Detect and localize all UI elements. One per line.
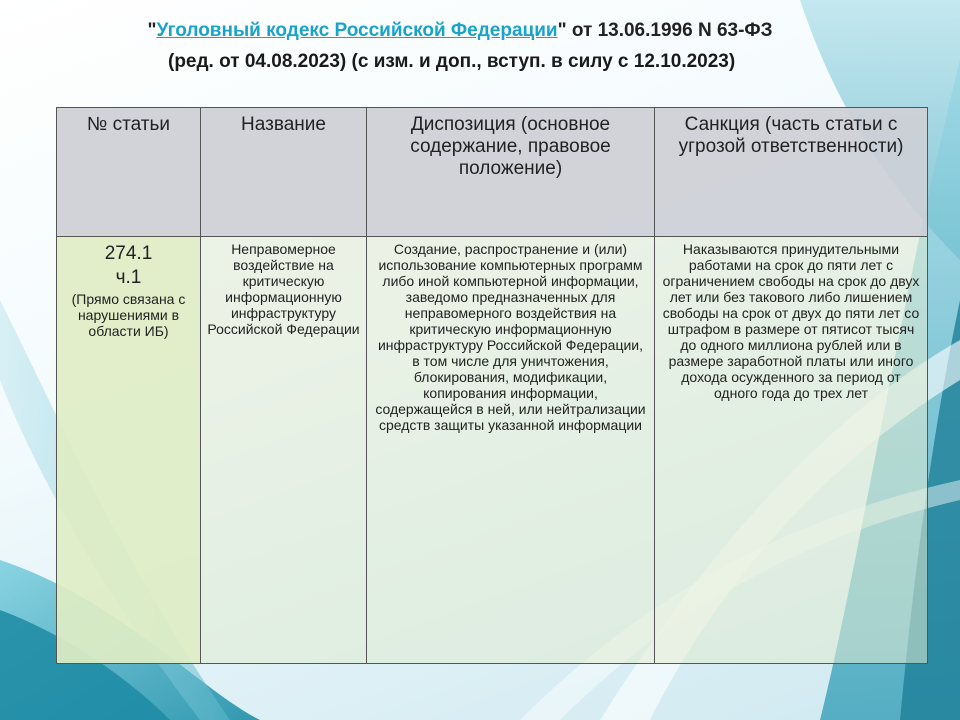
- article-note: (Прямо связана с нарушениями в области ИБ): [71, 291, 186, 339]
- table-header-row: [57, 108, 928, 237]
- cell-article: [57, 237, 201, 664]
- cell-disposition: Создание, распространение и (или) использование компьютерных программ либо иной компьютерной информации, заведомо предназначенных для неправомерного воздействия на критическую информационную инфраструктуру Российской Федерации, в том числе для уничтожения, блокирования, модификации, копирования информации, содержащейся в ней, или нейтрализации средств защиты указанной информации: [367, 237, 655, 664]
- header-sanction: Санкция (часть статьи с угрозой ответственности): [655, 108, 928, 237]
- article-part: ч.1: [115, 267, 142, 288]
- table-row: [57, 237, 928, 664]
- code-title-link[interactable]: Уголовный кодекс Российской Федерации: [156, 20, 558, 41]
- document-title: [0, 20, 940, 42]
- header-disposition: Диспозиция (основное содержание, правовое положение): [367, 108, 655, 237]
- document-edition-line: (ред. от 04.08.2023) (с изм. и доп., вступ. в силу с 12.10.2023): [168, 51, 736, 72]
- header-name: Название: [201, 108, 367, 237]
- header-article-number: № статьи: [57, 108, 201, 237]
- cell-sanction: Наказываются принудительными работами на срок до пяти лет с ограничением свободы на срок до двух лет или без такового либо лишением свободы на срок от двух до пяти лет со штрафом в размере от пятисот тысяч до одного миллиона рублей или в размере заработной платы или иного дохода осужденного за период от одного года до трех лет: [655, 237, 928, 664]
- criminal-code-table: [56, 107, 928, 664]
- title-rest: " от 13.06.1996 N 63-ФЗ: [557, 20, 773, 41]
- cell-name: Неправомерное воздействие на критическую информационную инфраструктуру Российской Федерации: [201, 237, 367, 664]
- title-open-quote: ": [147, 20, 157, 41]
- article-number: 274.1: [104, 243, 153, 264]
